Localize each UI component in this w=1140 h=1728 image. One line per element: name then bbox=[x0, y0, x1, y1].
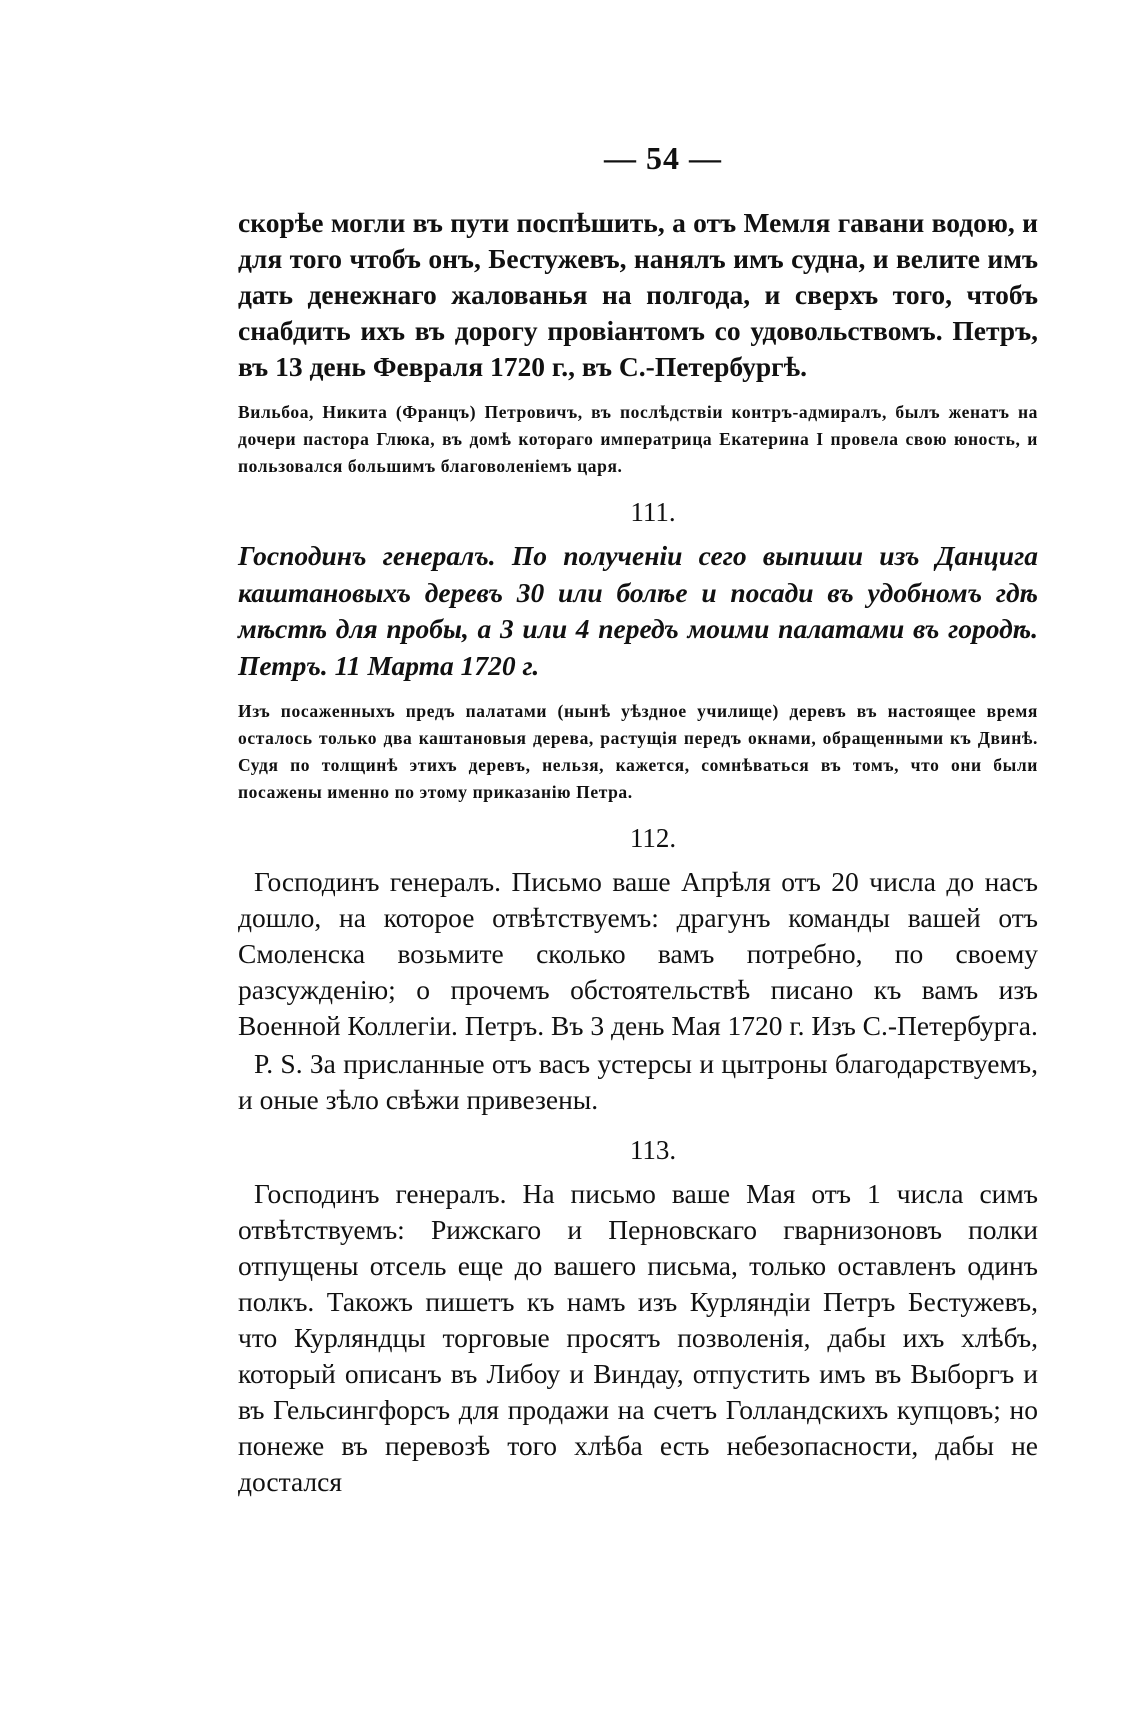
letter-113-text: Господинъ генералъ. На письмо ваше Мая отъ 1 числа симъ отвѣтствуемъ: Рижскаго и Перновскаго гварнизоновъ полки отпущены отсель еще до вашего письма, только оставленъ одинъ полкъ. Такожъ пишетъ къ намъ изъ Курляндіи Петръ Бестужевъ, что Курляндцы торговые просятъ позволенія, дабы ихъ хлѣбъ, который описанъ въ Либоу и Виндау, отпустить имъ въ Выборгъ и въ Гельсингфорсъ для продажи на счетъ Голландскихъ купцовъ; но понеже въ перевозѣ того хлѣба есть небезопасности, дабы не достался bbox=[238, 1178, 1038, 1497]
footnote-vilboa: Вильбоа, Никита (Францъ) Петровичъ, въ послѣдствіи контръ-адмиралъ, былъ женатъ на дочери пастора Глюка, въ домѣ котораго императрица Екатерина I провела свою юность, и пользовался большимъ благоволеніемъ царя. bbox=[238, 402, 1038, 476]
page-number: — 54 — bbox=[604, 140, 722, 176]
continuation-paragraph: скорѣе могли въ пути поспѣшить, а отъ Мемля гавани водою, и для того чтобъ онъ, Бестужевъ, нанялъ имъ судна, и велите имъ дать денежнаго жалованья на полгода, и сверхъ того, чтобъ снабдить ихъ въ дорогу провіантомъ со удовольствомъ. Петръ, въ 13 день Февраля 1720 г., въ С.-Петербургѣ. bbox=[238, 207, 1038, 382]
letter-111-text: Господинъ генералъ. По полученіи сего выпиши изъ Данцига каштановыхъ деревъ 30 или болѣе и посади въ удобномъ гдѣ мѣстѣ для пробы, а 3 или 4 передъ моими палатами въ городѣ. Петръ. 11 Марта 1720 г. bbox=[238, 540, 1038, 681]
letter-number-111: 111. bbox=[630, 497, 676, 527]
letter-111-note: Изъ посаженныхъ предъ палатами (нынѣ уѣздное училище) деревъ въ настоящее время осталось только два каштановыя дерева, растущія передъ окнами, обращенными къ Двинѣ. Судя по толщинѣ этихъ деревъ, нельзя, кажется, сомнѣваться въ томъ, что они были посажены именно по этому приказанію Петра. bbox=[238, 701, 1038, 802]
letter-112-postscript: P. S. За присланные отъ васъ устерсы и цытроны благодарствуемъ, и оные зѣло свѣжи привезены. bbox=[238, 1048, 1038, 1115]
page-content bbox=[238, 140, 1038, 1500]
letter-number-113: 113. bbox=[629, 1135, 677, 1165]
letter-112-text: Господинъ генералъ. Письмо ваше Апрѣля отъ 20 числа до насъ дошло, на которое отвѣтствуемъ: драгунъ команды вашей отъ Смоленска возьмите сколько вамъ потребно, по своему разсужденію; о прочемъ обстоятельствѣ писано къ вамъ изъ Военной Коллегіи. Петръ. Въ 3 день Мая 1720 г. Изъ С.-Петербурга. bbox=[238, 866, 1038, 1041]
letter-number-112: 112. bbox=[629, 823, 677, 853]
